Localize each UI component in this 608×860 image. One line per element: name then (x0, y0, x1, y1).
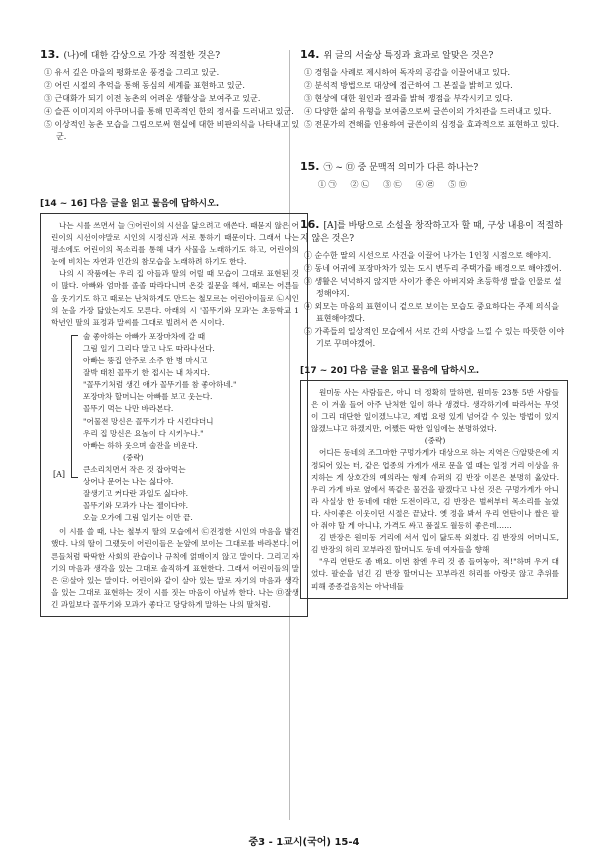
page-footer: 중3 - 1교시(국어) 15-4 (248, 837, 360, 848)
poem-line: 꼴뚜기 먹는 나만 바라본다. (83, 404, 174, 414)
passage-17-20 (300, 380, 568, 599)
passage-a-paragraph-2: 나의 시 작품에는 우리 집 아들과 딸의 어릴 때 모습이 그대로 표현된 것이 많다. 아빠와 엄마를 졸졸 따라다니며 온갖 질문을 해서, 때로는 어른들을 웃기기도 하고 때로는 난처하게도 만드는 철모르는 어린아이들로 ㉡시인의 눈을 가장 닮았는지도 모른다. 아래의 시 '꼴뚜기와 모과'는 초등학교 1학년인 딸의 표정과 말씨를 그대로 빌려서 쓴 시이다. (51, 269, 299, 327)
question-14 (300, 48, 568, 131)
q16-option-3[interactable]: ③ 생활은 넉넉하지 않지만 사이가 좋은 아버지와 초등학생 딸을 인물로 설정해야지. (304, 277, 562, 298)
passage-b-paragraph-3: 김 반장은 원미동 거리에 서서 입이 닳도록 외쳤다. 김 반장의 어머니도, 김 반장의 허리 꼬부라진 할머니도 동네 여자들을 향해 (311, 533, 559, 555)
q15-stem: ㉠ ~ ㉤ 중 문맥적 의미가 다른 하나는? (323, 163, 479, 173)
q14-option-4[interactable]: ④ 다양한 삶의 유형을 보여줌으로써 글쓴이의 가치관을 드러내고 있다. (304, 107, 552, 116)
poem-line: 그림 일기 그리다 말고 나도 따라나선다. (83, 343, 215, 353)
q13-number: 13. (40, 48, 60, 61)
passage-b-paragraph-4: "우리 연탄도 좀 배요. 이번 참엔 우리 것 좀 들여놓아, 적!"하며 우겨 대었다. 팔순을 넘긴 김 반장 할머니는 꼬부라진 허리를 아랑곳 않고 추위를 피해 종종걸음치는 아낙네들 (311, 557, 559, 591)
q13-option-2[interactable]: ② 어린 시절의 추억을 통해 동심의 세계를 표현하고 있군. (44, 81, 245, 90)
passage-b-paragraph-1: 원미동 사는 사람들은, 아니 더 정확히 말하면, 원미동 23통 5반 사람들은 이 겨울 들어 아주 난처한 일이 하나 생겼다. 생각하기에 따라서는 무엇이 그리 대단한 일이겠느냐고, 제법 요령 있게 넘어갈 수 있는 방법이 있지 않겠느냐고 하겠지만, 어쨌든 딱한 일임에는 분명하였다. (311, 388, 559, 434)
q16-option-1[interactable]: ① 순수한 딸의 시선으로 사건을 이끌어 나가는 1인칭 시점으로 해야지. (304, 251, 552, 260)
passage-a-paragraph-1: 나는 시를 쓰면서 늘 ㉠어린이의 시선을 닮으려고 애쓴다. 때묻지 않은 어린이의 시선이야말로 시인의 시정신과 서로 통하기 때문이다. 그래서 나는 평소에도 어린이의 목소리를 통해 내가 사물을 노래하기도 하고, 어린이의 눈에 비치는 자연과 인간의 참모습을 노래하려 하기도 한다. (51, 221, 299, 267)
poem-line: 아빠는 하하 웃으며 술잔을 비운다. (83, 440, 198, 450)
q14-option-3[interactable]: ③ 현상에 대한 원인과 결과를 밝혀 쟁점을 부각시키고 있다. (304, 94, 513, 103)
question-15 (300, 160, 568, 190)
q16-number: 16. (300, 218, 320, 231)
poem-tag-a: [A] (53, 469, 66, 479)
q16-option-2[interactable]: ② 동네 어귀에 포장마차가 있는 도시 변두리 주택가를 배경으로 해야겠어. (304, 264, 562, 273)
poem-bracket (71, 335, 78, 479)
q15-choice-2[interactable]: ② ㉡ (350, 180, 370, 189)
section-17-20-heading: [17 ~ 20] 다음 글을 읽고 물음에 답하시오. (300, 366, 480, 376)
q16-stem: [A]를 바탕으로 소설을 창작하고자 할 때, 구상 내용이 적절하지 않은 것은? (300, 221, 563, 244)
passage-b-omission: (중략) (424, 436, 446, 446)
q15-choice-1[interactable]: ① ㉠ (318, 180, 337, 189)
left-column (40, 48, 308, 617)
poem-line: 큰소리치면서 작은 것 잡아먹는 (83, 464, 186, 474)
right-column (300, 48, 568, 599)
q14-stem: 위 글의 서술상 특징과 효과로 알맞은 것은? (323, 51, 494, 61)
question-13 (40, 48, 308, 143)
q15-choice-4[interactable]: ④ ㉣ (415, 180, 435, 189)
q15-choice-3[interactable]: ③ ㉢ (383, 180, 402, 189)
q15-number: 15. (300, 160, 320, 173)
poem-line: "꼴뚜기처럼 생긴 애가 꼴뚜기를 참 좋아하네." (83, 380, 237, 390)
section-14-16-heading: [14 ~ 16] 다음 글을 읽고 물음에 답하시오. (40, 199, 220, 209)
q13-option-3[interactable]: ③ 근대화가 되기 이전 농촌의 어려운 생활상을 보여주고 있군. (44, 94, 261, 103)
poem-line: 상어나 문어는 나는 싫다야. (83, 476, 174, 486)
q15-choices (300, 179, 568, 190)
q14-option-2[interactable]: ② 분석적 방법으로 대상에 접근하여 그 본질을 밝히고 있다. (304, 81, 513, 90)
poem-line: 잘생기고 커다란 과일도 싫다야. (83, 489, 189, 499)
poem-line: "어물전 망신은 꼴뚜기가 다 시킨다더니 (83, 416, 214, 426)
q15-choice-5[interactable]: ⑤ ㉤ (448, 180, 467, 189)
poem-line: 아빠는 뚱집 안주로 소주 한 병 마시고 (83, 356, 208, 366)
passage-b-paragraph-2: 어디든 동네의 조그마한 구멍가게가 대상으로 하는 지역은 ㉠알맞은에 지정되어 있는 터, 같은 업종의 가게가 새로 문을 열 때는 일정 거리 이상을 유지하는 게 상호간의 예의라는 형제 슈퍼의 김 반장 이론은 분명히 옳았다. 우리 가게 바로 옆에서 똑같은 물건을 팔겠다고 나선 것은 구멍가게가 아니라 사실상 한 동네에 대한 도전이라고, 김 반장은 벌써부터 목소리를 높였다. 사이좋은 이웃이던 시절은 끝났다. 옛 정을 봐서 우리 연탄이나 쌀은 팔아 줘야 할 게 아니냐, 가격도 싸고 품질도 월등히 좋은데…… (311, 448, 559, 531)
poem-line: 꼴뚜기와 모과가 나는 젤이다야. (83, 501, 189, 511)
q16-option-4[interactable]: ④ 외모는 마음의 표현이니 겉으로 보이는 모습도 중요하다는 주제 의식을 표현해야겠다. (304, 302, 559, 323)
q13-option-4[interactable]: ④ 슬픈 이미지의 아쿠머니를 통해 민족적인 한의 정서를 드러내고 있군. (44, 107, 294, 116)
poem-omission: (중략) (123, 452, 144, 462)
q14-option-5[interactable]: ⑤ 전문가의 견해를 인용하여 글쓴이의 심정을 효과적으로 표현하고 있다. (304, 120, 559, 129)
q13-stem: (나)에 대한 감상으로 가장 적절한 것은? (63, 51, 221, 61)
q13-option-5[interactable]: ⑤ 이상적인 농촌 모습을 그림으로써 현실에 대한 비판의식을 나타내고 있군. (44, 120, 299, 141)
poem-line: 포장마차 할머니는 아빠를 보고 웃는다. (83, 392, 213, 402)
passage-a-paragraph-3: 이 시를 쓸 때, 나는 철부지 딸의 모습에서 ㉢진정한 시인의 마음을 발견했다. 나의 딸이 그랬듯이 어린이들은 눈앞에 보이는 그대로를 바라본다. 어른들처럼 딱딱한 사회의 관습이나 규칙에 얽매이지 않고 말이다. 그리고 자기의 마음과 생각을 있는 그대로 솔직하게 표현한다. 그래서 어린이들의 말은 ㉣살아 있는 말이다. 어린이와 같이 살아 있는 말로 자기의 마음과 생각을 있는 그대로 표현하는 것이 시를 짓는 마음이 아닐까 한다. 나는 ㉤잘생긴 과일보다 꼴뚜기와 모과가 좋다고 당당하게 말하는 나의 딸처럼. (51, 527, 299, 609)
q14-number: 14. (300, 48, 320, 61)
poem-line: 술 좋아하는 아빠가 포장마차에 갈 때 (83, 331, 206, 341)
question-16 (300, 218, 568, 350)
q14-option-1[interactable]: ① 경험을 사례로 제시하여 독자의 공감을 이끌어내고 있다. (304, 68, 511, 77)
poem-line: 잘박 태친 꼴뚜기 한 접시는 내 차지다. (83, 368, 210, 378)
q16-option-5[interactable]: ⑤ 가족들의 일상적인 모습에서 서로 간의 사랑을 느낄 수 있는 따뜻한 이야기로 꾸며야겠어. (304, 327, 565, 348)
poem-line: 우리 집 망신은 요놈이 다 시키누나." (83, 428, 204, 438)
passage-14-16 (40, 213, 308, 617)
q13-option-1[interactable]: ① 유서 깊은 마을의 평화로운 풍경을 그리고 있군. (44, 68, 220, 77)
poem-line: 오늘 오가에 그림 일기는 이만 끝. (83, 513, 193, 523)
poem-block (53, 331, 299, 525)
